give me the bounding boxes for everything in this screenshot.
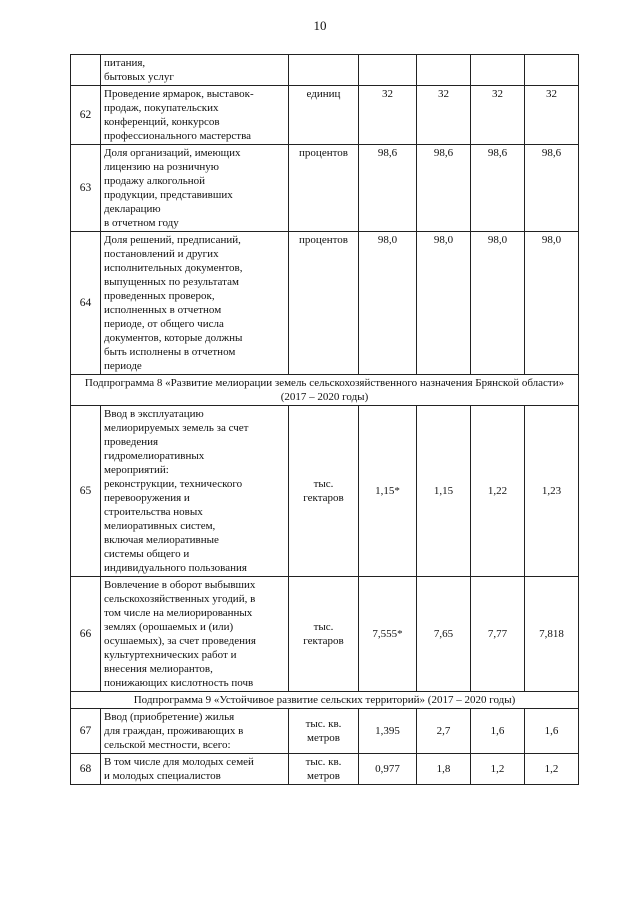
value-cell <box>471 55 525 86</box>
row-number: 62 <box>71 86 101 145</box>
indicator-name: Ввод в эксплуатацию мелиорируемых земель за счет проведения гидромелиоративных мероприятий: реконструкции, технического перевооружения и строительства новых мелиоративных систем, включая мелиоративные системы общего и индивидуального пользования <box>101 406 289 577</box>
value-cell: 1,15* <box>359 406 417 577</box>
indicator-name: Проведение ярмарок, выставок- продаж, покупательских конференций, конкурсов профессионального мастерства <box>101 86 289 145</box>
value-cell: 1,395 <box>359 709 417 754</box>
value-cell: 32 <box>525 86 579 145</box>
row-number: 67 <box>71 709 101 754</box>
row-number: 63 <box>71 145 101 232</box>
row-number: 64 <box>71 232 101 375</box>
indicator-name: питания, бытовых услуг <box>101 55 289 86</box>
value-cell: 98,0 <box>359 232 417 375</box>
indicator-name: Вовлечение в оборот выбывших сельскохозяйственных угодий, в том числе на мелиорированных землях (орошаемых и (или) осушаемых), за счет проведения культуртехнических работ и внесения мелиорантов, понижающих кислотность почв <box>101 577 289 692</box>
value-cell: 1,6 <box>471 709 525 754</box>
unit-cell: тыс. гектаров <box>289 577 359 692</box>
value-cell: 98,6 <box>417 145 471 232</box>
value-cell: 0,977 <box>359 754 417 785</box>
value-cell: 1,8 <box>417 754 471 785</box>
indicator-name: Доля решений, предписаний, постановлений и других исполнительных документов, выпущенных по результатам проведенных проверок, исполненных в отчетном периоде, от общего числа документов, которые должны быть исполнены в отчетном периоде <box>101 232 289 375</box>
value-cell: 32 <box>359 86 417 145</box>
value-cell: 1,6 <box>525 709 579 754</box>
row-number: 66 <box>71 577 101 692</box>
unit-cell: процентов <box>289 232 359 375</box>
unit-cell <box>289 55 359 86</box>
table-row <box>71 577 579 692</box>
value-cell: 7,65 <box>417 577 471 692</box>
value-cell: 7,818 <box>525 577 579 692</box>
indicators-table <box>70 54 579 785</box>
value-cell: 98,0 <box>471 232 525 375</box>
value-cell: 1,15 <box>417 406 471 577</box>
unit-cell: тыс. кв. метров <box>289 709 359 754</box>
value-cell: 98,0 <box>417 232 471 375</box>
unit-cell: тыс. кв. метров <box>289 754 359 785</box>
table-row <box>71 145 579 232</box>
value-cell: 2,7 <box>417 709 471 754</box>
value-cell: 98,6 <box>471 145 525 232</box>
value-cell <box>359 55 417 86</box>
page-number: 10 <box>313 18 327 33</box>
value-cell: 98,6 <box>525 145 579 232</box>
row-number: 65 <box>71 406 101 577</box>
table-row <box>71 232 579 375</box>
table-row <box>71 406 579 577</box>
table-row <box>71 754 579 785</box>
table-row <box>71 709 579 754</box>
value-cell: 1,2 <box>471 754 525 785</box>
indicator-name: Доля организаций, имеющих лицензию на розничную продажу алкогольной продукции, представивших декларацию в отчетном году <box>101 145 289 232</box>
value-cell <box>525 55 579 86</box>
value-cell: 32 <box>471 86 525 145</box>
unit-cell: процентов <box>289 145 359 232</box>
table-row <box>71 86 579 145</box>
subprogram-title: Подпрограмма 9 «Устойчивое развитие сельских территорий» (2017 – 2020 годы) <box>71 692 579 709</box>
value-cell: 1,23 <box>525 406 579 577</box>
value-cell <box>417 55 471 86</box>
value-cell: 1,22 <box>471 406 525 577</box>
value-cell: 32 <box>417 86 471 145</box>
table-row <box>71 55 579 86</box>
value-cell: 98,6 <box>359 145 417 232</box>
indicator-name: В том числе для молодых семей и молодых специалистов <box>101 754 289 785</box>
subprogram-header-row <box>71 692 579 709</box>
value-cell: 7,555* <box>359 577 417 692</box>
indicator-name: Ввод (приобретение) жилья для граждан, проживающих в сельской местности, всего: <box>101 709 289 754</box>
value-cell: 7,77 <box>471 577 525 692</box>
row-number <box>71 55 101 86</box>
subprogram-header-row <box>71 375 579 406</box>
unit-cell: тыс. гектаров <box>289 406 359 577</box>
value-cell: 1,2 <box>525 754 579 785</box>
unit-cell: единиц <box>289 86 359 145</box>
value-cell: 98,0 <box>525 232 579 375</box>
row-number: 68 <box>71 754 101 785</box>
subprogram-title: Подпрограмма 8 «Развитие мелиорации земель сельскохозяйственного назначения Брянской области» (2017 – 2020 годы) <box>71 375 579 406</box>
